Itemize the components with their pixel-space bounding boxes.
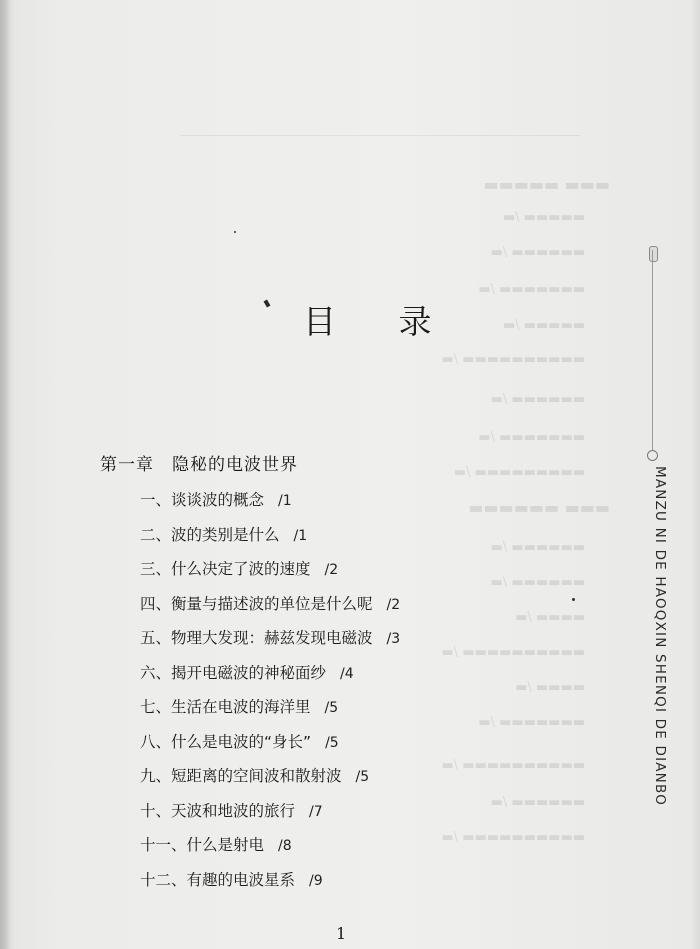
toc-entry[interactable]	[140, 828, 400, 863]
toc-entry[interactable]	[140, 863, 400, 898]
toc-entry-label: 一、谈谈波的概念	[140, 491, 265, 509]
toc-entry-page: /5	[324, 700, 339, 716]
toc-entry[interactable]	[140, 656, 400, 691]
toc-entry-label: 四、衡量与描述波的单位是什么呢	[140, 594, 373, 613]
chapter-name: 隐秘的电波世界	[172, 455, 298, 475]
toc-entry-page: /1	[293, 527, 308, 544]
toc-entry-page: /1	[278, 493, 292, 509]
vertical-side-title: MANZU NI DE HAOQXIN SHENQI DE DIANBO	[652, 466, 668, 807]
toc-entry[interactable]	[140, 759, 400, 794]
toc-entry[interactable]	[140, 518, 400, 553]
toc-entry-label: 十、天波和地波的旅行	[140, 801, 296, 820]
toc-entry[interactable]	[140, 483, 400, 518]
toc-entry-label: 八、什么是电波的“身长”	[140, 732, 312, 751]
toc-entry[interactable]	[140, 552, 400, 587]
chapter-number: 第一章	[100, 455, 154, 475]
bleed-through-texture: ▬▬▬ ▬▬▬▬▬ ▬▬▬▬▬ /▬ ▬▬▬▬▬▬ /▬ ▬▬▬▬▬▬▬ /▬ ▬▬▬▬▬ /▬ ▬▬▬▬▬▬▬▬▬▬ /▬ ▬▬▬▬▬▬ /▬ ▬▬▬▬▬▬▬ /▬ ▬▬▬▬▬▬▬▬▬ /▬ ▬▬▬ ▬▬▬▬▬▬ ▬▬▬▬▬▬ /▬ ▬▬▬▬▬▬ /▬ ▬▬▬▬ /▬ ▬▬▬▬▬▬▬▬▬▬ /▬ ▬▬▬▬ /▬ ▬▬▬▬▬▬▬ /▬ ▬▬▬▬▬▬▬▬▬▬ /▬ ▬▬▬▬▬▬ /▬ ▬▬▬▬▬▬▬▬▬▬ /▬	[0, 0, 700, 949]
toc-entry[interactable]	[140, 690, 400, 725]
toc-entry-page: /9	[309, 872, 323, 889]
toc-entry-page: /2	[386, 596, 401, 613]
side-rule	[652, 250, 653, 450]
toc-entry-label: 二、波的类别是什么	[140, 525, 280, 544]
toc-entry-page: /7	[309, 803, 323, 820]
toc-entry[interactable]	[140, 587, 400, 622]
toc-entry-page: /5	[325, 734, 339, 751]
side-rule-cap	[649, 246, 658, 262]
toc-entry-label: 十二、有趣的电波星系	[140, 870, 296, 889]
toc-entry-label: 十一、什么是射电	[140, 836, 265, 854]
toc-entry-label: 六、揭开电磁波的神秘面纱	[140, 663, 327, 682]
table-of-contents	[140, 483, 400, 897]
print-speck	[234, 231, 236, 233]
page-title: 目 录	[303, 302, 458, 341]
toc-entry-page: /5	[355, 769, 370, 785]
toc-entry-page: /8	[278, 838, 292, 854]
print-speck	[572, 598, 575, 601]
side-rule-circle	[647, 450, 658, 461]
toc-entry[interactable]	[140, 725, 400, 760]
toc-entry[interactable]	[140, 621, 400, 656]
toc-entry-label: 五、物理大发现：赫兹发现电磁波	[140, 629, 373, 647]
toc-entry-label: 七、生活在电波的海洋里	[140, 698, 311, 716]
toc-entry-page: /2	[324, 562, 339, 578]
page-number: 1	[336, 924, 347, 943]
toc-entry-label: 三、什么决定了波的速度	[140, 560, 311, 578]
toc-entry-label: 九、短距离的空间波和散射波	[140, 767, 342, 785]
toc-entry-page: /3	[386, 631, 401, 647]
toc-entry[interactable]	[140, 794, 400, 829]
chapter-heading	[100, 450, 298, 475]
toc-entry-page: /4	[340, 665, 354, 682]
